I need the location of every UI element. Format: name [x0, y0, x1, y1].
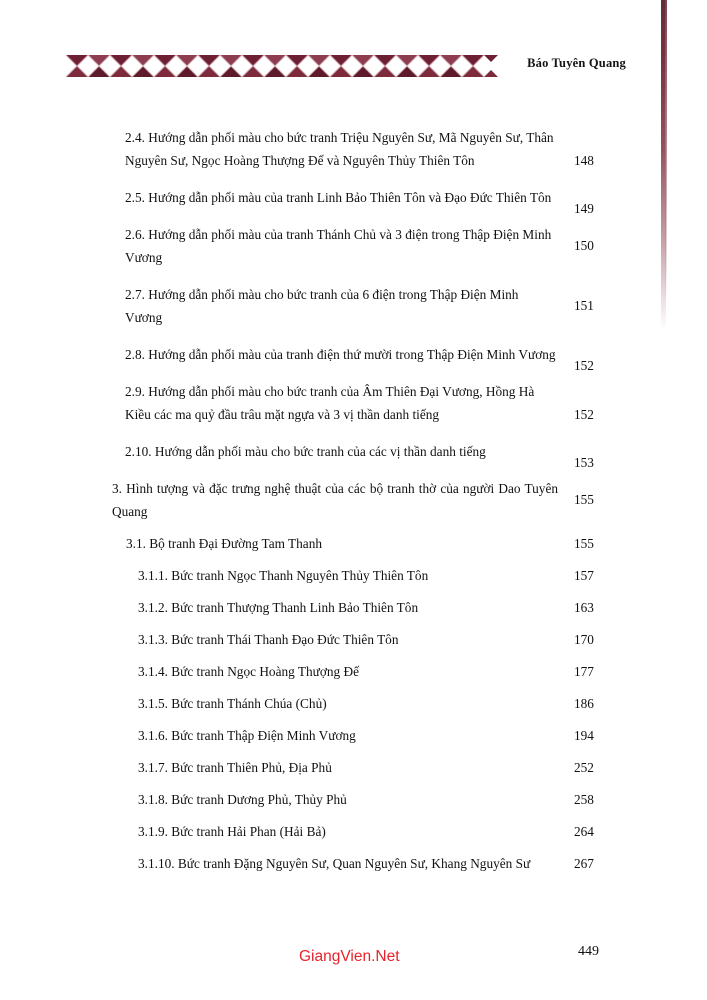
toc-entry[interactable]	[0, 756, 707, 779]
toc-entry-label: 2.4. Hướng dẫn phối màu cho bức tranh Triệu Nguyên Sư, Mã Nguyên Sư, Thân Nguyên Sư, Ngọc Hoàng Thượng Đế và Nguyên Thủy Thiên Tôn	[125, 130, 554, 168]
toc-entry-label: 3.1.6. Bức tranh Thập Điện Minh Vương	[138, 728, 356, 743]
zigzag-diamond-border-icon	[66, 53, 498, 79]
toc-entry-label: 3.1.7. Bức tranh Thiên Phủ, Địa Phủ	[138, 760, 332, 775]
toc-entry[interactable]	[0, 660, 707, 683]
toc-entry[interactable]	[0, 820, 707, 843]
toc-entry-page: 153	[574, 455, 594, 470]
toc-entry[interactable]	[0, 223, 707, 269]
toc-entry-page: 258	[574, 792, 594, 807]
toc-entry-label: 3.1.1. Bức tranh Ngọc Thanh Nguyên Thủy Thiên Tôn	[138, 568, 429, 583]
toc-entry-page: 163	[574, 600, 594, 615]
toc-entry-page: 264	[574, 824, 594, 839]
toc-entry-page: 148	[574, 153, 594, 168]
toc-entry-page: 152	[574, 407, 594, 422]
toc-entry-label: 2.10. Hướng dẫn phối màu cho bức tranh của các vị thần danh tiếng	[125, 444, 486, 459]
page-number: 449	[578, 944, 599, 959]
toc-entry-label: 2.6. Hướng dẫn phối màu của tranh Thánh Chủ và 3 điện trong Thập Điện Minh Vương	[125, 227, 552, 265]
toc-entry-label: 3.1.3. Bức tranh Thái Thanh Đạo Đức Thiên Tôn	[138, 632, 399, 647]
toc-entry-label: 2.5. Hướng dẫn phối màu của tranh Linh Bảo Thiên Tôn và Đạo Đức Thiên Tôn	[125, 190, 552, 205]
toc-entry-page: 150	[574, 238, 594, 253]
toc-entry-label: 2.9. Hướng dẫn phối màu cho bức tranh của Âm Thiên Đại Vương, Hồng Hà Kiều các ma quỷ đầu trâu mặt ngựa và 3 vị thần danh tiếng	[125, 384, 535, 422]
toc-entry-label: 3.1.9. Bức tranh Hải Phan (Hải Bả)	[138, 824, 326, 839]
toc-entry[interactable]	[0, 477, 707, 523]
toc-entry-page: 194	[574, 728, 594, 743]
toc-entry-label: 3.1.5. Bức tranh Thánh Chúa (Chủ)	[138, 696, 327, 711]
toc-entry-label: 3.1.10. Bức tranh Đặng Nguyên Sư, Quan Nguyên Sư, Khang Nguyên Sư	[138, 856, 531, 871]
toc-entry-page: 170	[574, 632, 594, 647]
toc-entry-label: 3.1.8. Bức tranh Dương Phủ, Thủy Phủ	[138, 792, 347, 807]
page-header-title: Báo Tuyên Quang	[527, 56, 626, 70]
toc-entry[interactable]	[0, 186, 707, 216]
toc-entry[interactable]	[0, 692, 707, 715]
toc-entry-label: 3.1. Bộ tranh Đại Đường Tam Thanh	[126, 536, 322, 551]
toc-entry[interactable]	[0, 380, 707, 426]
toc-entry-page: 155	[574, 492, 594, 507]
toc-entry-page: 252	[574, 760, 594, 775]
site-watermark: GiangVien.Net	[299, 948, 400, 965]
toc-entry[interactable]	[0, 596, 707, 619]
toc-entry-label: 2.8. Hướng dẫn phối màu của tranh điện thứ mười trong Thập Điện Minh Vương	[125, 347, 556, 362]
toc-entry[interactable]	[0, 440, 707, 470]
toc-entry[interactable]	[0, 788, 707, 811]
toc-entry-label: 3. Hình tượng và đặc trưng nghệ thuật của các bộ tranh thờ của người Dao Tuyên Quang	[112, 481, 558, 519]
toc-entry-page: 186	[574, 696, 594, 711]
toc-entry-page: 155	[574, 536, 594, 551]
toc-entry[interactable]	[0, 724, 707, 747]
toc-entry-label: 2.7. Hướng dẫn phối màu cho bức tranh của 6 điện trong Thập Điện Minh Vương	[125, 287, 519, 325]
toc-entry[interactable]	[0, 532, 707, 555]
toc-entry-page: 267	[574, 856, 594, 871]
toc-entry-page: 177	[574, 664, 594, 679]
toc-entry[interactable]	[0, 343, 707, 373]
toc-entry-page: 152	[574, 358, 594, 373]
toc-entry-label: 3.1.2. Bức tranh Thượng Thanh Linh Bảo Thiên Tôn	[138, 600, 419, 615]
table-of-contents	[0, 126, 707, 884]
toc-entry-page: 149	[574, 201, 594, 216]
page-header	[66, 50, 626, 80]
toc-entry[interactable]	[0, 564, 707, 587]
toc-entry-label: 3.1.4. Bức tranh Ngọc Hoàng Thượng Đế	[138, 664, 359, 679]
toc-entry-page: 157	[574, 568, 594, 583]
toc-entry-page: 151	[574, 298, 594, 313]
toc-entry[interactable]	[0, 628, 707, 651]
toc-entry[interactable]	[0, 126, 707, 172]
toc-entry[interactable]	[0, 283, 707, 329]
toc-entry[interactable]	[0, 852, 707, 875]
